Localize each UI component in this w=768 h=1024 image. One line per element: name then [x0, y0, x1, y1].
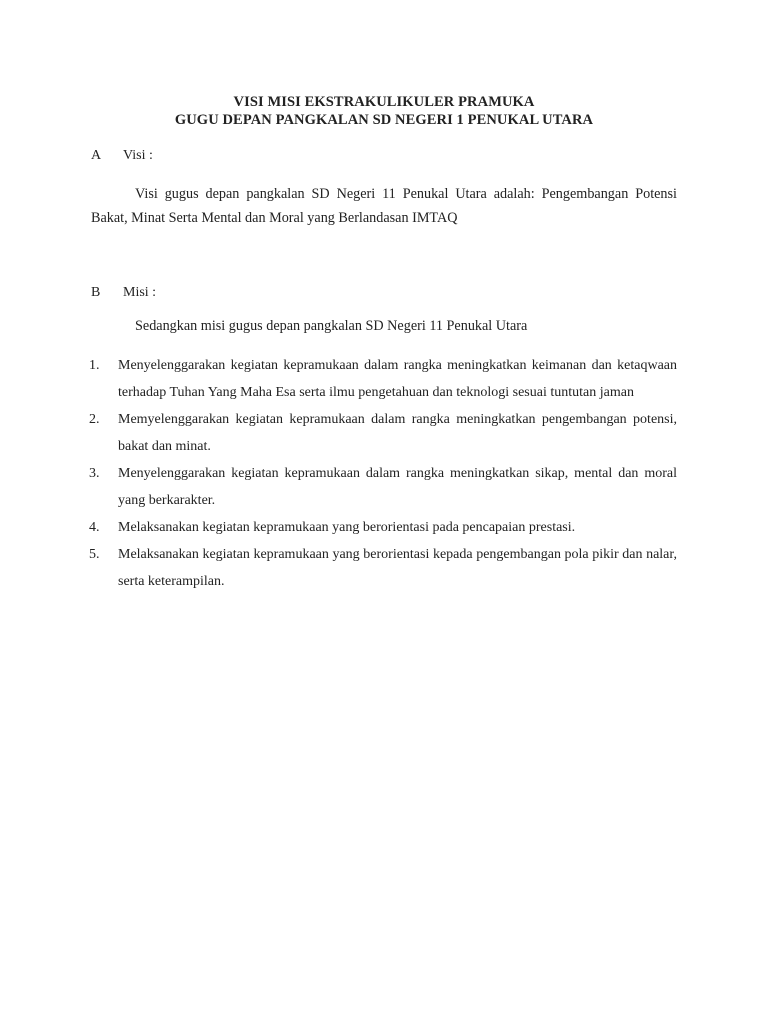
misi-letter: B [91, 285, 101, 300]
document-title-line-2: GUGU DEPAN PANGKALAN SD NEGERI 1 PENUKAL UTARA [174, 112, 594, 128]
misi-item-number: 4. [89, 520, 100, 535]
misi-item-number: 3. [89, 466, 100, 481]
misi-list-item [89, 541, 677, 595]
misi-item-text: Melaksanakan kegiatan kepramukaan yang berorientasi pada pencapaian prestasi. [118, 520, 576, 535]
misi-item-number: 5. [89, 547, 100, 562]
misi-heading-label: Misi : [123, 285, 157, 300]
misi-list [89, 352, 677, 595]
misi-item-text: Menyelenggarakan kegiatan kepramukaan dalam rangka meningkatkan keimanan dan ketaqwaan terhadap Tuhan Yang Maha Esa serta ilmu pengetahuan dan teknologi sesuai tuntutan jaman [118, 358, 677, 400]
misi-item-text: Melaksanakan kegiatan kepramukaan yang berorientasi kepada pengembangan pola pikir dan nalar, serta keterampilan. [118, 547, 677, 589]
visi-heading [91, 148, 153, 164]
misi-item-number: 1. [89, 358, 100, 373]
misi-item-number: 2. [89, 412, 100, 427]
visi-letter: A [91, 148, 102, 163]
misi-list-item [89, 460, 677, 514]
misi-list-item [89, 352, 677, 406]
visi-heading-label: Visi : [123, 148, 153, 163]
misi-list-item [89, 406, 677, 460]
misi-item-text: Memyelenggarakan kegiatan kepramukaan dalam rangka meningkatkan pengembangan potensi, bakat dan minat. [118, 412, 677, 454]
visi-paragraph: Visi gugus depan pangkalan SD Negeri 11 Penukal Utara adalah: Pengembangan Potensi Bakat, Minat Serta Mental dan Moral yang Berlandasan IMTAQ [91, 186, 677, 226]
misi-list-item [89, 514, 677, 541]
misi-heading [91, 285, 156, 301]
misi-intro: Sedangkan misi gugus depan pangkalan SD Negeri 11 Penukal Utara [135, 318, 528, 334]
document-title-line-1: VISI MISI EKSTRAKULIKULER PRAMUKA [233, 94, 535, 110]
misi-item-text: Menyelenggarakan kegiatan kepramukaan dalam rangka meningkatkan sikap, mental dan moral yang berkarakter. [118, 466, 677, 508]
